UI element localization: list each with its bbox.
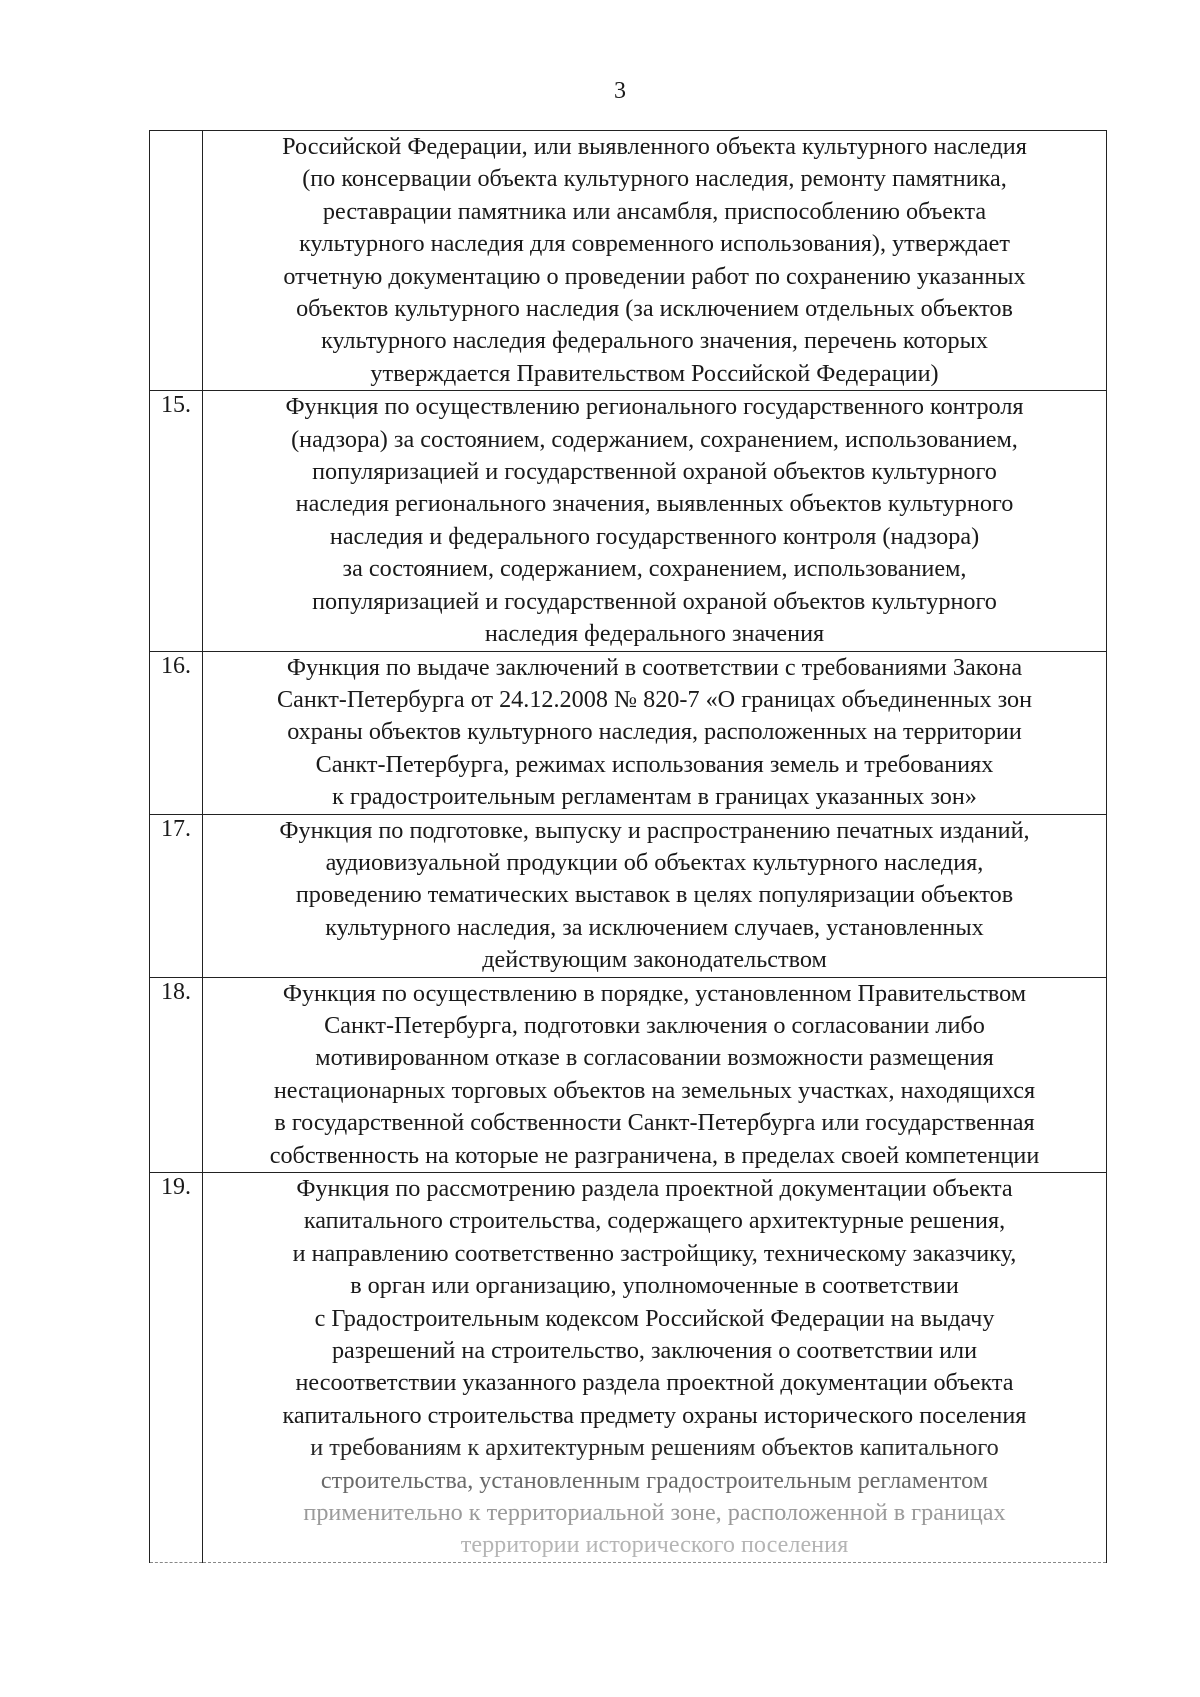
text-line: популяризацией и государственной охраной объектов культурного xyxy=(312,458,997,486)
text-line: культурного наследия, за исключением случаев, установленных xyxy=(325,913,984,941)
text-line: капитального строительства предмету охраны исторического поселения xyxy=(282,1401,1027,1429)
text-line: мотивированном отказе в согласовании возможности размещения xyxy=(315,1044,994,1072)
table-row xyxy=(150,131,1107,391)
text-line: в государственной собственности Санкт-Петербурга или государственная xyxy=(274,1109,1035,1137)
text-line: собственность на которые не разграничена, в пределах своей компетенции xyxy=(269,1141,1040,1169)
text-line: несоответствии указанного раздела проектной документации объекта xyxy=(295,1369,1014,1397)
row-text xyxy=(203,651,1107,814)
row-number: 18. xyxy=(150,977,203,1172)
text-line: территории исторического поселения xyxy=(460,1531,849,1559)
row-number: 17. xyxy=(150,814,203,977)
text-line: действующим законодательством xyxy=(482,946,827,974)
text-line: утверждается Правительством Российской Федерации) xyxy=(370,359,939,387)
text-line: Санкт-Петербурга, режимах использования земель и требованиях xyxy=(315,750,994,778)
text-line: Функция по подготовке, выпуску и распространению печатных изданий, xyxy=(279,816,1030,844)
text-line: реставрации памятника или ансамбля, приспособлению объекта xyxy=(322,197,987,225)
text-line: наследия и федерального государственного контроля (надзора) xyxy=(329,522,980,550)
table-row xyxy=(150,651,1107,814)
page-number: 3 xyxy=(614,78,626,104)
text-line: строительства, установленным градостроительным регламентом xyxy=(320,1466,989,1494)
row-number: 16. xyxy=(150,651,203,814)
functions-table xyxy=(149,130,1107,1563)
text-line: применительно к территориальной зоне, расположенной в границах xyxy=(303,1499,1006,1527)
text-line: и направлению соответственно застройщику, техническому заказчику, xyxy=(292,1239,1017,1267)
text-line: аудиовизуальной продукции об объектах культурного наследия, xyxy=(325,848,984,876)
row-number xyxy=(150,131,203,391)
text-line: и требованиям к архитектурным решениям объектов капитального xyxy=(310,1434,999,1462)
row-number: 15. xyxy=(150,391,203,651)
text-line: нестационарных торговых объектов на земельных участках, находящихся xyxy=(273,1076,1036,1104)
row-text xyxy=(203,977,1107,1172)
text-line: охраны объектов культурного наследия, расположенных на территории xyxy=(287,718,1022,746)
row-text xyxy=(203,131,1107,391)
row-text xyxy=(203,1173,1107,1563)
text-line: отчетную документацию о проведении работ по сохранению указанных xyxy=(283,262,1026,290)
text-line: популяризацией и государственной охраной объектов культурного xyxy=(312,587,997,615)
text-line: капитального строительства, содержащего архитектурные решения, xyxy=(303,1207,1006,1235)
table-row xyxy=(150,814,1107,977)
text-line: Функция по осуществлению в порядке, установленном Правительством xyxy=(282,979,1027,1007)
text-line: (надзора) за состоянием, содержанием, сохранением, использованием, xyxy=(291,425,1018,453)
text-line: Санкт-Петербурга, подготовки заключения о согласовании либо xyxy=(324,1011,985,1039)
text-line: культурного наследия федерального значения, перечень которых xyxy=(321,327,988,355)
text-line: Функция по выдаче заключений в соответствии с требованиями Закона xyxy=(286,653,1023,681)
text-line: Функция по осуществлению регионального государственного контроля xyxy=(285,393,1024,421)
table-row xyxy=(150,391,1107,651)
text-line: наследия регионального значения, выявленных объектов культурного xyxy=(295,490,1014,518)
text-line: Российской Федерации, или выявленного объекта культурного наследия xyxy=(282,133,1027,160)
text-line: культурного наследия для современного использования), утверждает xyxy=(299,230,1010,258)
text-line: за состоянием, содержанием, сохранением, использованием, xyxy=(342,555,967,583)
row-text xyxy=(203,391,1107,651)
text-line: Функция по рассмотрению раздела проектной документации объекта xyxy=(296,1175,1013,1202)
table-row xyxy=(150,1173,1107,1563)
table-row xyxy=(150,977,1107,1172)
text-line: наследия федерального значения xyxy=(484,620,825,648)
text-line: разрешений на строительство, заключения о соответствии или xyxy=(331,1337,978,1365)
text-line: к градостроительным регламентам в границах указанных зон» xyxy=(332,783,977,811)
text-line: Санкт-Петербурга от 24.12.2008 № 820-7 «О границах объединенных зон xyxy=(276,685,1033,713)
row-text xyxy=(203,814,1107,977)
text-line: (по консервации объекта культурного наследия, ремонту памятника, xyxy=(302,165,1007,193)
text-line: проведению тематических выставок в целях популяризации объектов xyxy=(295,881,1014,909)
text-line: объектов культурного наследия (за исключением отдельных объектов xyxy=(296,295,1013,323)
text-line: в орган или организацию, уполномоченные в соответствии xyxy=(350,1272,959,1300)
row-number: 19. xyxy=(150,1173,203,1563)
text-line: с Градостроительным кодексом Российской Федерации на выдачу xyxy=(314,1304,995,1332)
